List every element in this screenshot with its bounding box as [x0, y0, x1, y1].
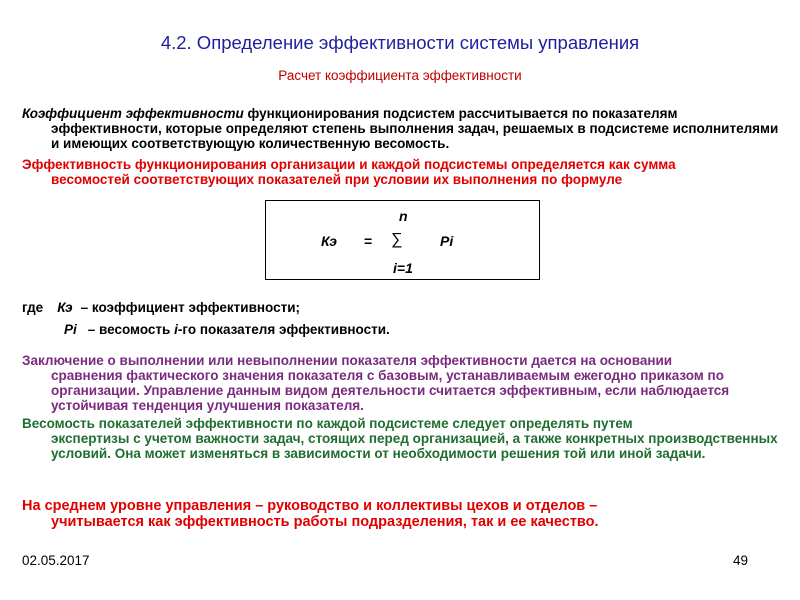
paragraph-conclusion: [22, 353, 782, 413]
formula-upper-limit: n: [399, 208, 408, 224]
slide-subtitle: Расчет коэффициента эффективности: [278, 68, 522, 83]
sigma-icon: ∑: [391, 231, 403, 248]
definition-symbol: Кэ: [57, 300, 73, 315]
definition-where: где: [22, 300, 44, 315]
formula-lower-limit: i=1: [393, 260, 413, 276]
paragraph-middle-level: [22, 498, 782, 530]
slide-date: 02.05.2017: [22, 553, 90, 568]
paragraph-continuation: сравнения фактического значения показателя с базовым, устанавливаемым ежегодно приказом по организации. Управление данным видом деятельности считается эффективным, если наблюдается устойчивая тенденция улучшения показателя.: [51, 368, 730, 413]
formula-lhs: Кэ: [321, 233, 337, 249]
definition-text: – коэффициент эффективности;: [80, 300, 301, 315]
formula-box: [265, 200, 540, 280]
formula-definitions: [22, 297, 390, 341]
paragraph-coefficient-definition: [22, 106, 782, 151]
slide-page-number: 49: [733, 553, 749, 568]
paragraph-continuation: эффективности, которые определяют степень выполнения задач, решаемых в подсистеме исполнителями и имеющих соответствующую количественную весомость.: [51, 121, 779, 151]
slide-title: 4.2. Определение эффективности системы управления: [160, 32, 640, 53]
paragraph-text: Эффективность функционирования организации и каждой подсистемы определяется как сумма: [22, 157, 676, 172]
definition-text: – весомость: [87, 322, 175, 337]
definition-row: [22, 297, 390, 319]
paragraph-text: функционирования подсистем рассчитывается по показателям: [243, 106, 678, 121]
definition-index: i: [174, 322, 178, 337]
definition-row: [22, 319, 390, 341]
formula-term: Pi: [440, 233, 454, 249]
paragraph-efficiency-sum: [22, 157, 782, 187]
definition-text: -го показателя эффективности.: [177, 322, 390, 337]
paragraph-continuation: весомостей соответствующих показателей при условии их выполнения по формуле: [51, 172, 623, 187]
paragraph-text: Весомость показателей эффективности по каждой подсистеме следует определять путем: [22, 416, 633, 431]
definition-symbol: Pi: [64, 322, 77, 337]
paragraph-text: Заключение о выполнении или невыполнении показателя эффективности дается на основании: [22, 353, 673, 368]
paragraph-weights: [22, 416, 782, 461]
paragraph-continuation: экспертизы с учетом важности задач, стоящих перед организацией, а также конкретных производственных условий. Она может изменяться в зависимости от необходимости решения той или иной задачи.: [51, 431, 778, 461]
term-coefficient: Коэффициент эффективности: [22, 106, 244, 121]
paragraph-text: На среднем уровне управления – руководство и коллективы цехов и отделов –: [22, 498, 598, 514]
paragraph-continuation: учитывается как эффективность работы подразделения, так и ее качество.: [51, 514, 599, 530]
formula-equals: =: [364, 233, 373, 249]
